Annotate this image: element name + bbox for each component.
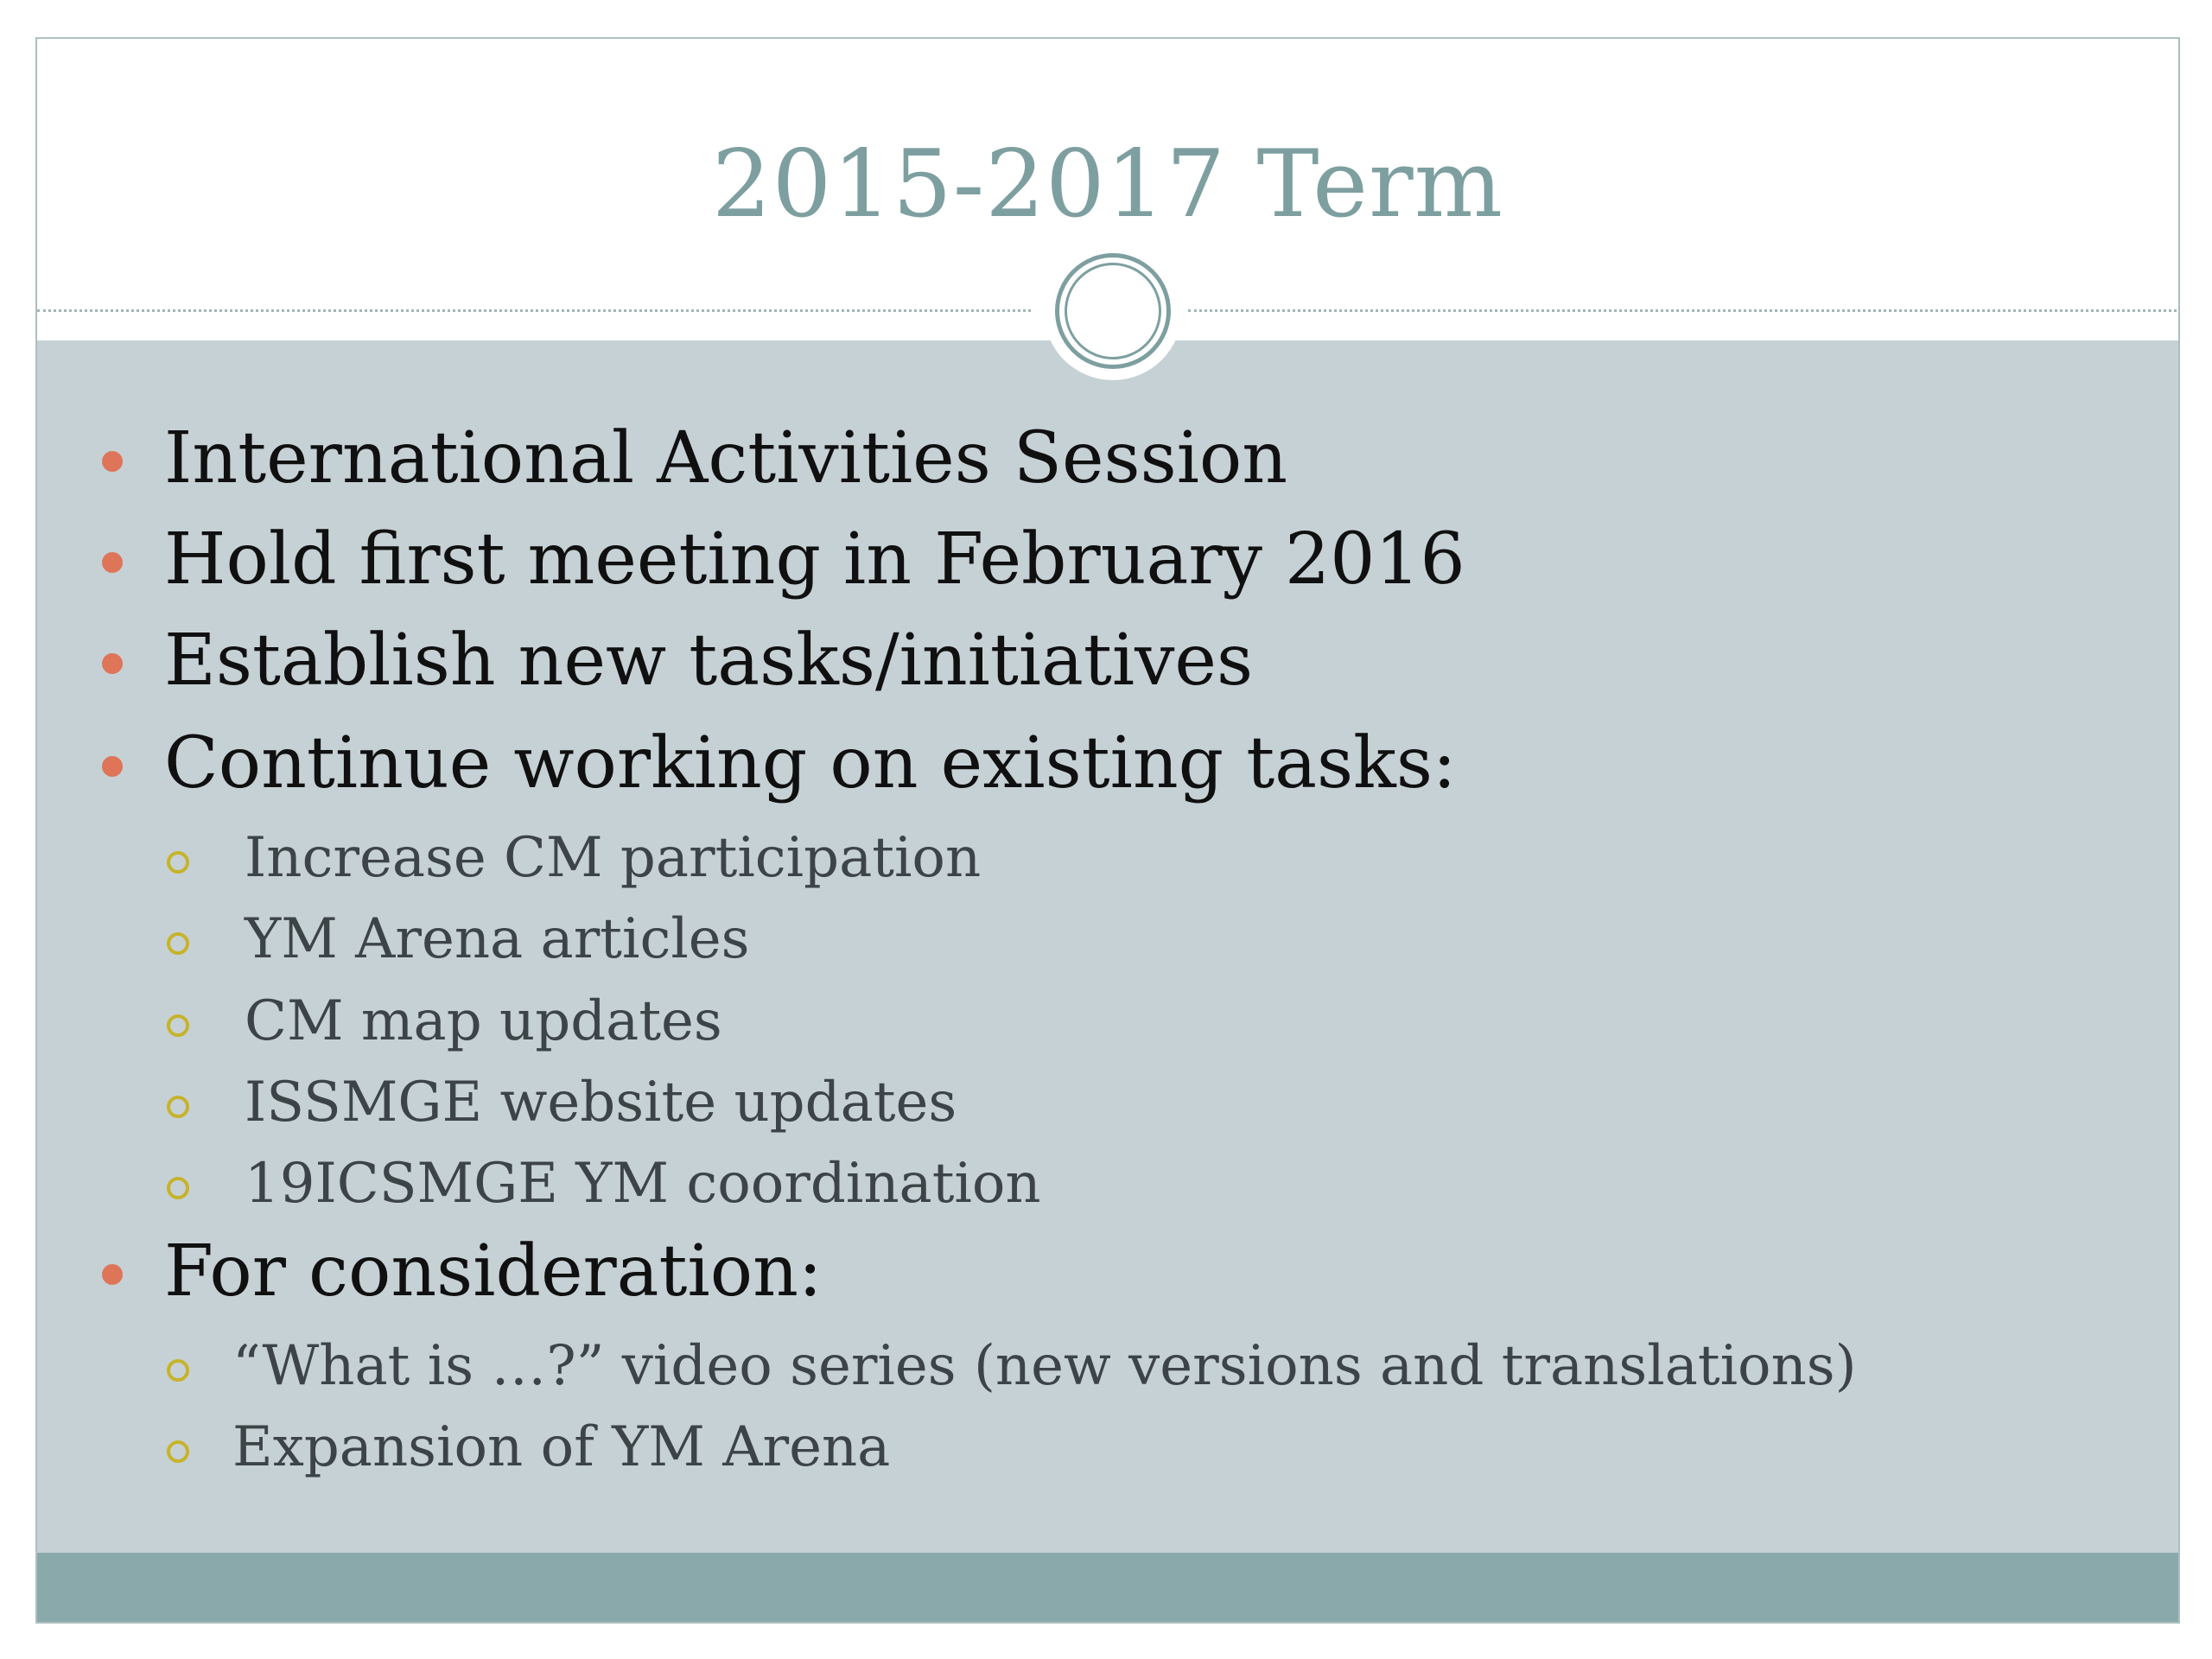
slide — [35, 37, 2180, 1624]
bullet-item: International Activities Session — [164, 417, 1288, 499]
bullet-item: Hold first meeting in February 2016 — [164, 518, 1465, 601]
sub-bullet-ring-icon — [167, 932, 189, 955]
slide-title: 2015-2017 Term — [711, 130, 1504, 238]
sub-bullet-ring-icon — [167, 1359, 189, 1382]
bullet-list — [37, 39, 2178, 1622]
sub-bullet-item: YM Arena articles — [245, 907, 750, 971]
bullet-item: For consideration: — [164, 1230, 823, 1313]
sub-bullet-item: “What is …?” video series (new versions and translations) — [232, 1334, 1857, 1398]
sub-bullet-ring-icon — [167, 851, 189, 874]
sub-bullet-item: 19ICSMGE YM coordination — [245, 1152, 1041, 1216]
bullet-dot-icon — [102, 552, 123, 573]
sub-bullet-ring-icon — [167, 1177, 189, 1199]
sub-bullet-item: Expansion of YM Arena — [232, 1415, 891, 1479]
sub-bullet-ring-icon — [167, 1440, 189, 1463]
bullet-dot-icon — [102, 1264, 123, 1285]
bullet-item: Establish new tasks/initiatives — [164, 620, 1254, 702]
sub-bullet-ring-icon — [167, 1096, 189, 1118]
sub-bullet-ring-icon — [167, 1014, 189, 1037]
bullet-dot-icon — [102, 451, 123, 472]
sub-bullet-item: ISSMGE website updates — [245, 1071, 957, 1135]
bullet-item: Continue working on existing tasks: — [164, 722, 1457, 804]
bullet-dot-icon — [102, 756, 123, 777]
sub-bullet-item: CM map updates — [245, 989, 722, 1053]
sub-bullet-item: Increase CM participation — [245, 826, 982, 890]
bullet-dot-icon — [102, 653, 123, 674]
